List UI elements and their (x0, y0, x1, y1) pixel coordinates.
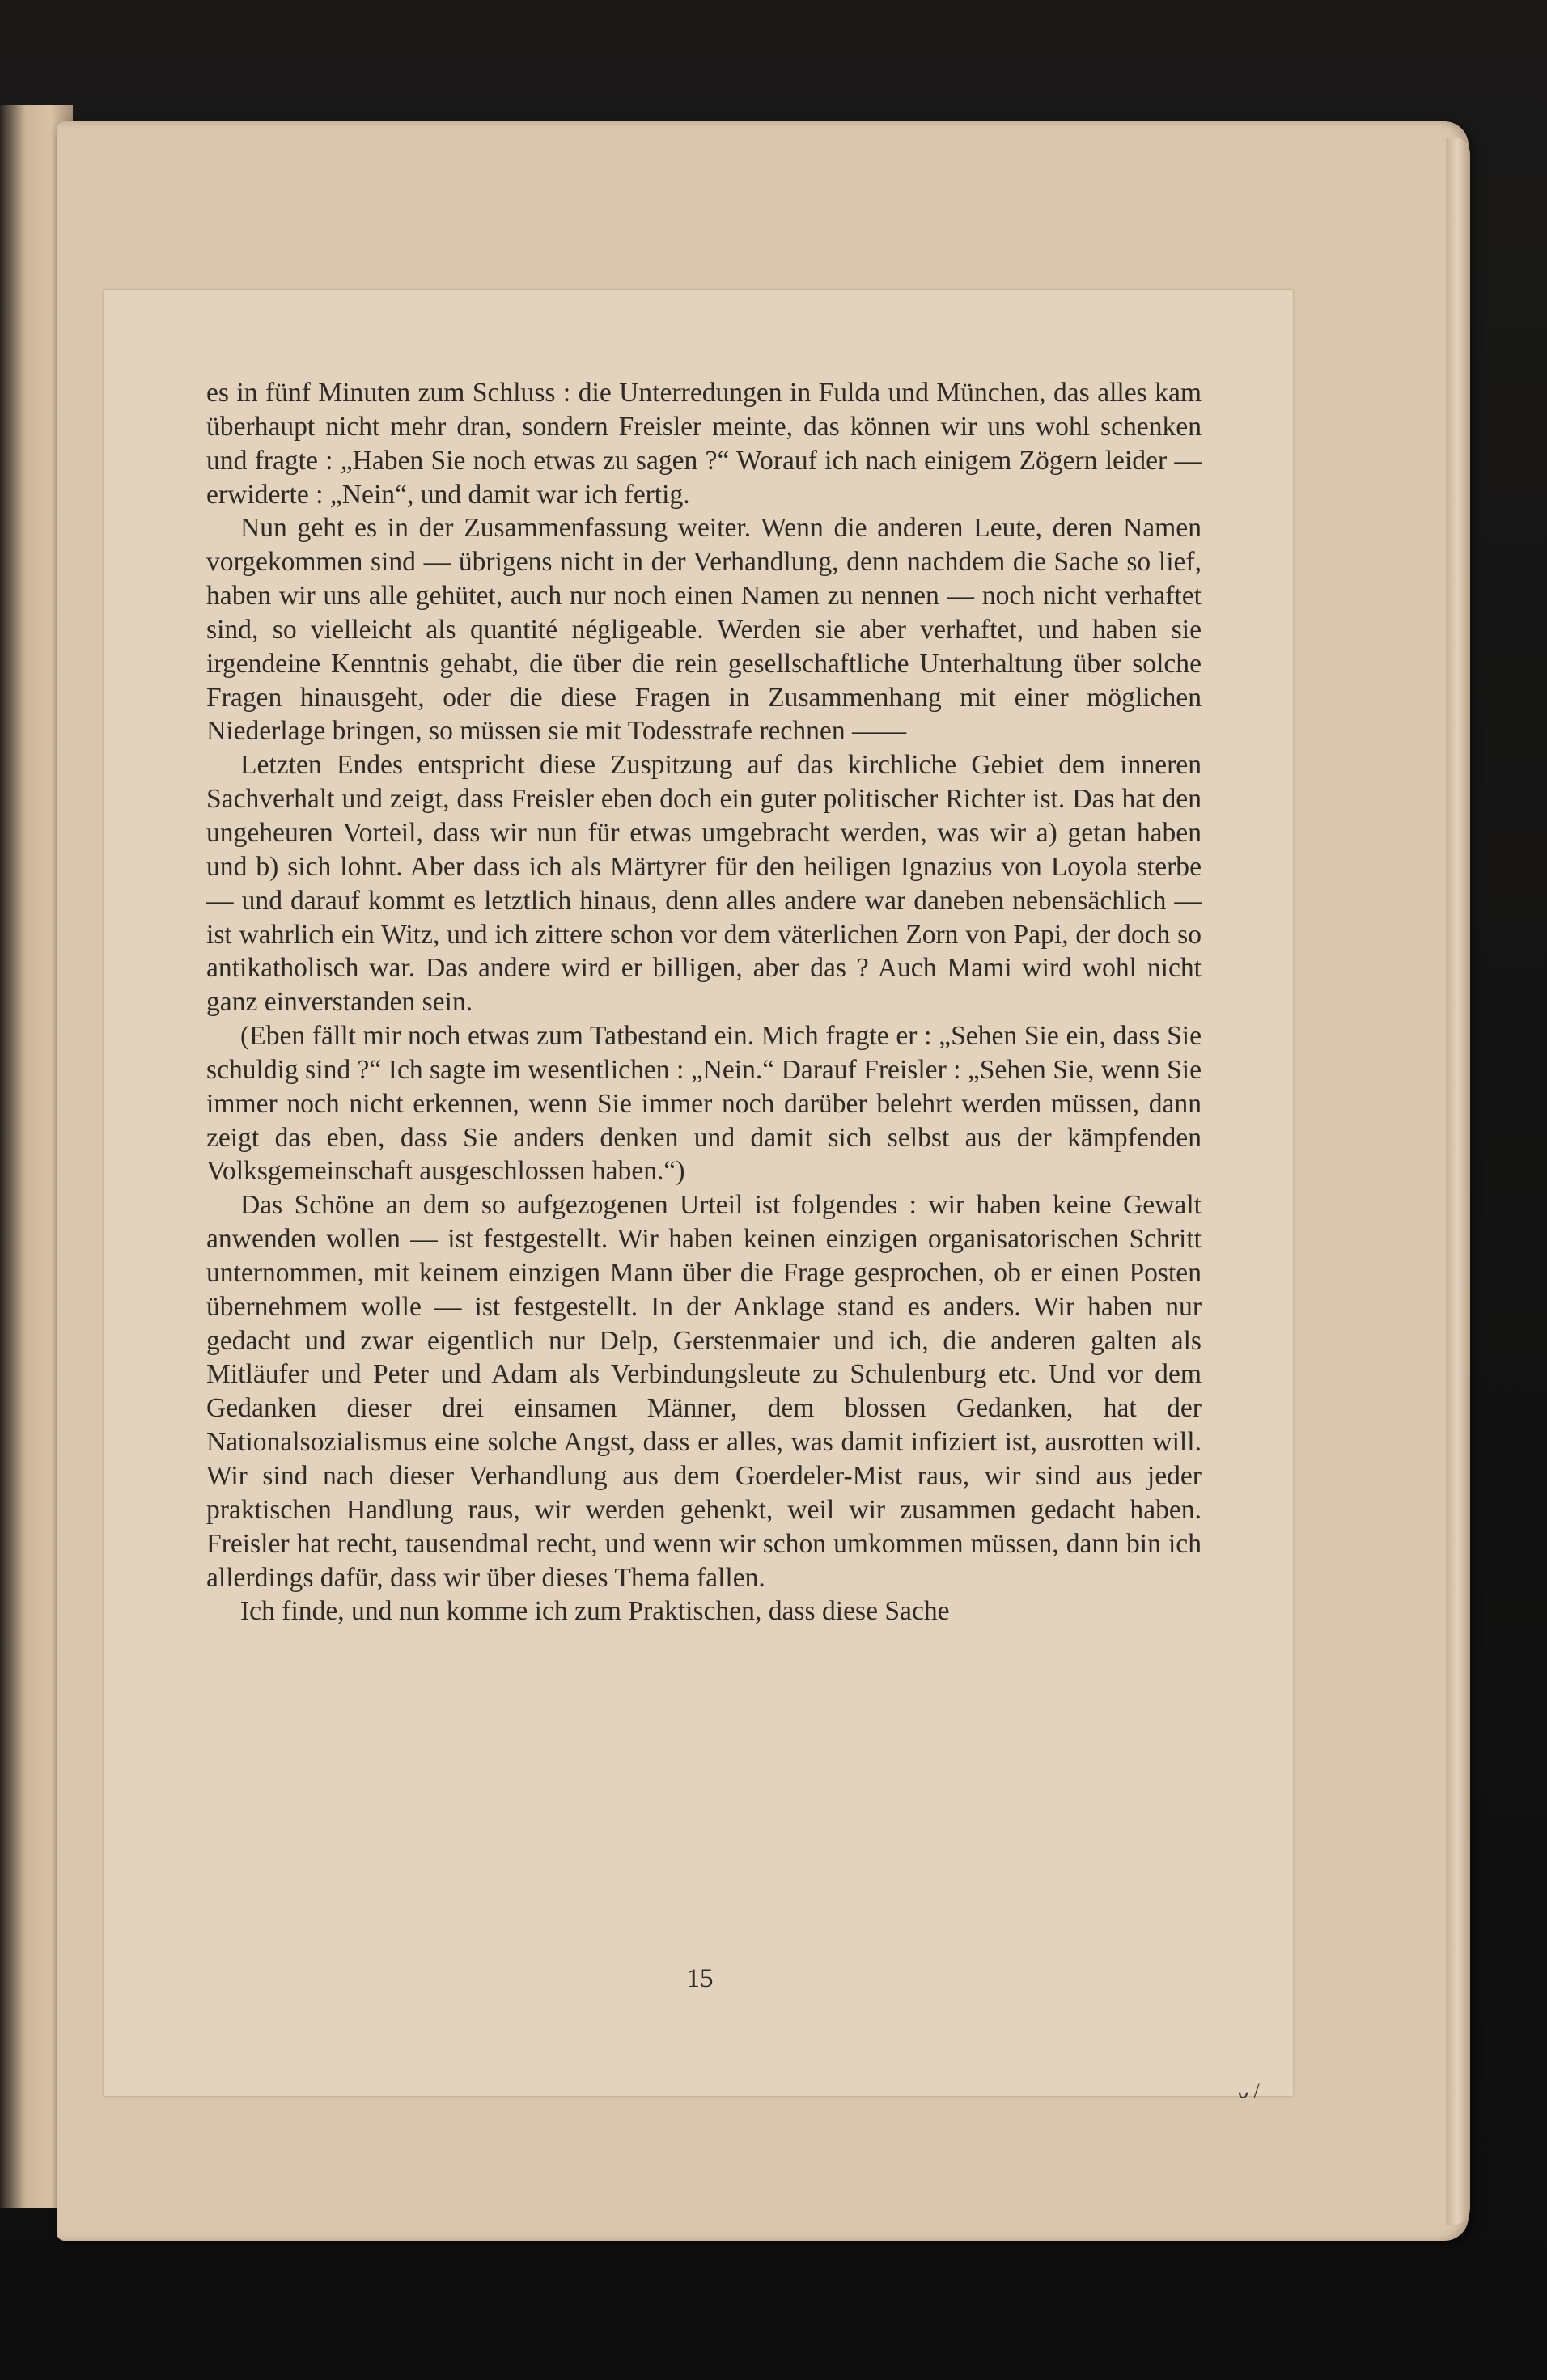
paragraph: Nun geht es in der Zusammenfassung weiter. Wenn die anderen Leute, deren Namen vorgekommen sind — übrigens nicht in der Verhandlung, denn nachdem die Sache so lief, haben wir uns alle gehütet, auch nur noch einen Namen zu nennen — noch nicht verhaftet sind, so vielleicht als quantité négligeable. Werden sie aber verhaftet, und haben sie irgendeine Kenntnis gehabt, die über die rein gesellschaftliche Unterhaltung über solche Fragen hinausgeht, oder die diese Fragen in Zusammenhang mit einer möglichen Niederlage bringen, so müssen sie mit Todesstrafe rechnen —— (206, 513, 1202, 747)
page-number: 15 (686, 1964, 714, 1993)
paragraph: es in fünf Minuten zum Schluss : die Unterredungen in Fulda und München, das alles kam überhaupt nicht mehr dran, sondern Freisler meinte, das können wir uns wohl schenken und fragte : „Haben Sie noch etwas zu sagen ?“ Worauf ich nach einigem Zögern leider — erwiderte : „Nein“, und damit war ich fertig. (206, 378, 1202, 510)
body-text (206, 376, 1202, 1628)
paragraph: (Eben fällt mir noch etwas zum Tatbestand ein. Mich fragte er : „Sehen Sie ein, dass Sie schuldig sind ?“ Ich sagte im wesentlichen : „Nein.“ Darauf Freisler : „Sehen Sie, wenn Sie immer noch nicht erkennen, wenn Sie immer noch darüber belehrt werden müssen, dann zeigt das eben, dass Sie anders denken und damit sich selbst aus der kämpfenden Volksgemeinschaft ausgeschlossen haben.“) (206, 1021, 1202, 1187)
page-edge (1446, 138, 1470, 2225)
paragraph: Ich finde, und nun komme ich zum Praktischen, dass diese Sache (240, 1596, 950, 1627)
corner-page-mark: ᴗ / (1238, 2079, 1260, 2103)
paragraph: Das Schöne an dem so aufgezogenen Urteil ist folgendes : wir haben keine Gewalt anwenden wollen — ist festgestellt. Wir haben keinen einzigen organisatorischen Schritt unternommen, mit keinem einzigen Mann über die Frage gesprochen, ob er einen Posten übernehmem wolle — ist festgestellt. In der Anklage stand es anders. Wir haben nur gedacht und zwar eigentlich nur Delp, Gerstenmaier und ich, die anderen galten als Mitläufer und Peter und Adam als Verbindungsleute zu Schulenburg etc. Und vor dem Gedanken dieser drei einsamen Männer, dem blossen Gedanken, hat der Nationalsozialismus eine solche Angst, dass er alles, was damit infiziert ist, ausrotten will. Wir sind nach dieser Verhandlung aus dem Goerdeler-Mist raus, wir sind aus jeder praktischen Handlung raus, wir werden gehenkt, weil wir zusammen gedacht haben. Freisler hat recht, tausendmal recht, und wenn wir schon umkommen müssen, dann bin ich allerdings dafür, dass wir über dieses Thema fallen. (206, 1190, 1202, 1593)
paragraph: Letzten Endes entspricht diese Zuspitzung auf das kirchliche Gebiet dem inneren Sachverhalt und zeigt, dass Freisler eben doch ein guter politischer Richter ist. Das hat den ungeheuren Vorteil, dass wir nun für etwas umgebracht werden, was wir a) getan haben und b) sich lohnt. Aber dass ich als Märtyrer für den heiligen Ignazius von Loyola sterbe — und darauf kommt es letztlich hinaus, denn alles andere war daneben nebensächlich — ist wahrlich ein Witz, und ich zittere schon vor dem väterlichen Zorn von Papi, der doch so antikatholisch war. Das andere wird er billigen, aber das ? Auch Mami wird wohl nicht ganz einverstanden sein. (206, 750, 1202, 1018)
